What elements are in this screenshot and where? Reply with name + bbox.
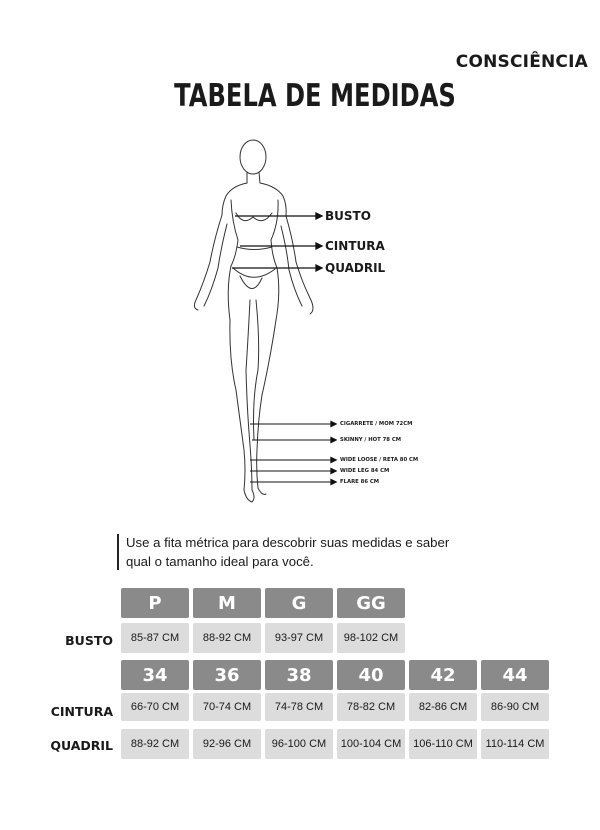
quadril-cell-38: 96-100 CM — [265, 729, 333, 759]
cintura-cell-42: 82-86 CM — [409, 693, 477, 721]
size-header-42: 42 — [409, 660, 477, 690]
length-label-wide-loose: WIDE LOOSE / RETA 80 CM — [340, 457, 419, 463]
row-label-quadril: QUADRIL — [50, 738, 113, 753]
busto-cell-p: 85-87 CM — [121, 623, 189, 653]
intro-accent-bar — [117, 534, 119, 570]
label-cintura: CINTURA — [325, 239, 385, 253]
size-header-g: G — [265, 588, 333, 618]
quadril-cell-34: 88-92 CM — [121, 729, 189, 759]
busto-cell-gg: 98-102 CM — [337, 623, 405, 653]
quadril-cell-42: 106-110 CM — [409, 729, 477, 759]
page-title: TABELA DE MEDIDAS — [174, 78, 456, 114]
length-label-cigarrete: CIGARRETE / MOM 72CM — [340, 421, 413, 427]
label-busto: BUSTO — [325, 209, 371, 223]
length-label-skinny: SKINNY / HOT 78 CM — [340, 437, 401, 443]
size-header-m: M — [193, 588, 261, 618]
size-header-44: 44 — [481, 660, 549, 690]
size-header-40: 40 — [337, 660, 405, 690]
size-header-gg: GG — [337, 588, 405, 618]
size-header-38: 38 — [265, 660, 333, 690]
cintura-cell-44: 86-90 CM — [481, 693, 549, 721]
row-label-busto: BUSTO — [65, 633, 113, 648]
length-label-flare: FLARE 86 CM — [340, 479, 380, 485]
cintura-cell-36: 70-74 CM — [193, 693, 261, 721]
size-header-34: 34 — [121, 660, 189, 690]
size-header-36: 36 — [193, 660, 261, 690]
brand-logo: CONSCIÊNCIA — [455, 52, 588, 72]
cintura-cell-40: 78-82 CM — [337, 693, 405, 721]
quadril-cell-40: 100-104 CM — [337, 729, 405, 759]
size-header-p: P — [121, 588, 189, 618]
busto-cell-m: 88-92 CM — [193, 623, 261, 653]
busto-cell-g: 93-97 CM — [265, 623, 333, 653]
cintura-cell-34: 66-70 CM — [121, 693, 189, 721]
length-label-wide-leg: WIDE LEG 84 CM — [340, 468, 390, 474]
quadril-cell-36: 92-96 CM — [193, 729, 261, 759]
cintura-cell-38: 74-78 CM — [265, 693, 333, 721]
label-quadril: QUADRIL — [325, 261, 386, 275]
quadril-cell-44: 110-114 CM — [481, 729, 549, 759]
intro-text: Use a fita métrica para descobrir suas medidas e saber qual o tamanho ideal para você. — [126, 535, 450, 569]
row-label-cintura: CINTURA — [50, 704, 113, 719]
